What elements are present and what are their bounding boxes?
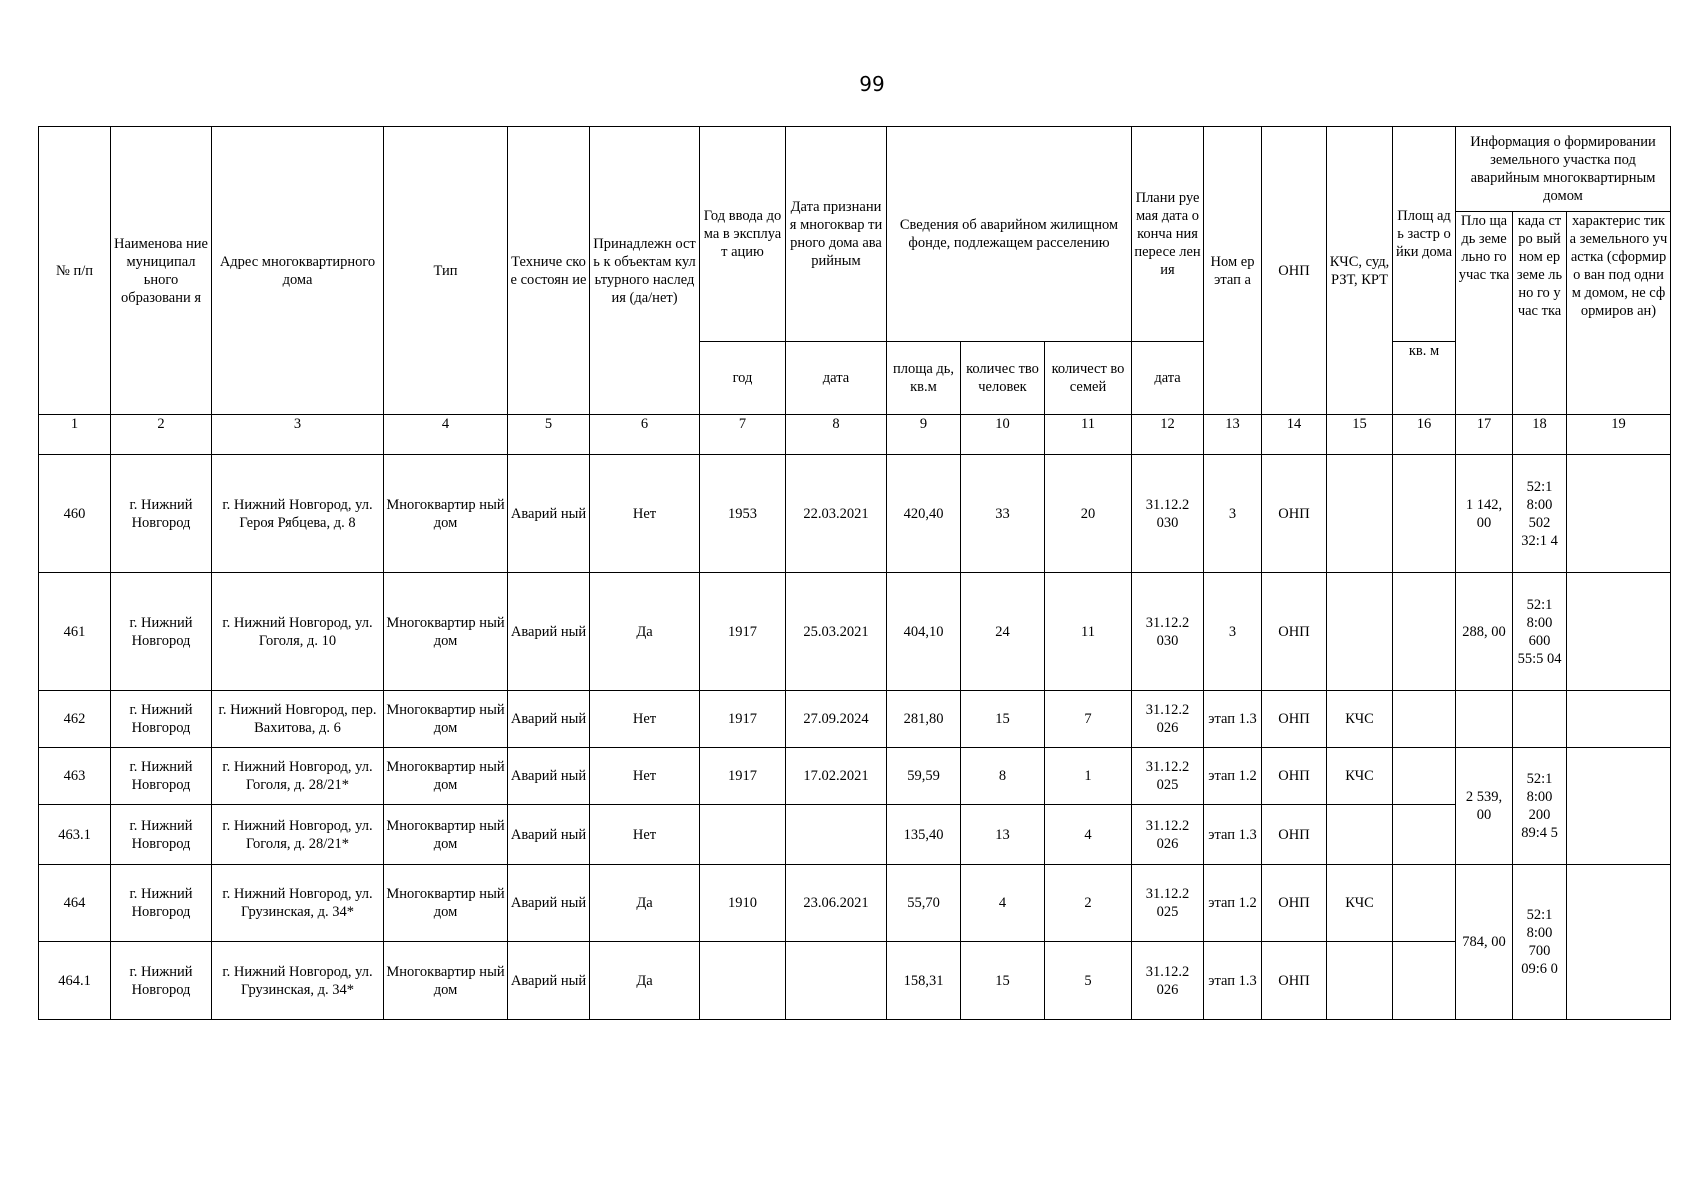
cell-condition: Аварий ный (508, 865, 590, 942)
column-number: 12 (1132, 415, 1204, 455)
cell-area: 59,59 (887, 748, 961, 805)
cell-planned: 31.12.2 026 (1132, 942, 1204, 1020)
cell-municipality: г. Нижний Новгород (111, 691, 212, 748)
cell-condition: Аварий ный (508, 691, 590, 748)
cell-built-area (1393, 455, 1456, 573)
cell-cadastral: 52:1 8:00 600 55:5 04 (1513, 573, 1567, 691)
header-land-area: Пло щадь земе льно го учас тка (1456, 212, 1513, 415)
cell-heritage: Да (590, 573, 700, 691)
cell-heritage: Нет (590, 805, 700, 865)
cell-condition: Аварий ный (508, 805, 590, 865)
cell-municipality: г. Нижний Новгород (111, 455, 212, 573)
column-number: 14 (1262, 415, 1327, 455)
cell-built-area (1393, 805, 1456, 865)
header-built-area: Площ адь застр ойки дома (1393, 127, 1456, 342)
cell-area: 420,40 (887, 455, 961, 573)
column-number: 1 (39, 415, 111, 455)
emergency-housing-table (38, 126, 1671, 1020)
cell-land-area: 784, 00 (1456, 865, 1513, 1020)
column-number: 15 (1327, 415, 1393, 455)
column-number: 13 (1204, 415, 1262, 455)
header-address: Адрес многоквартирного дома (212, 127, 384, 415)
header-cadastral: када стро вый ном ер земе льно го учас тка (1513, 212, 1567, 415)
cell-families: 4 (1045, 805, 1132, 865)
cell-type: Многоквартир ный дом (384, 865, 508, 942)
header-recognition-date: Дата признания многоквар тирного дома аварийным (786, 127, 887, 342)
cell-municipality: г. Нижний Новгород (111, 805, 212, 865)
cell-municipality: г. Нижний Новгород (111, 573, 212, 691)
cell-people: 15 (961, 942, 1045, 1020)
cell-address: г. Нижний Новгород, ул. Героя Рябцева, д. 8 (212, 455, 384, 573)
column-number: 16 (1393, 415, 1456, 455)
table-row (39, 805, 1671, 865)
cell-no: 460 (39, 455, 111, 573)
cell-type: Многоквартир ный дом (384, 455, 508, 573)
cell-built-area (1393, 942, 1456, 1020)
cell-no: 464.1 (39, 942, 111, 1020)
cell-land-char (1567, 865, 1671, 1020)
table-row (39, 573, 1671, 691)
cell-built-area (1393, 748, 1456, 805)
cell-planned: 31.12.2 030 (1132, 455, 1204, 573)
cell-condition: Аварий ный (508, 748, 590, 805)
cell-no: 463.1 (39, 805, 111, 865)
cell-date (786, 805, 887, 865)
column-number: 9 (887, 415, 961, 455)
header-sub-planned: дата (1132, 342, 1204, 415)
cell-land-area: 2 539, 00 (1456, 748, 1513, 865)
cell-area: 135,40 (887, 805, 961, 865)
cell-address: г. Нижний Новгород, ул. Грузинская, д. 34* (212, 942, 384, 1020)
cell-address: г. Нижний Новгород, ул. Гоголя, д. 28/21* (212, 748, 384, 805)
cell-cadastral: 52:1 8:00 502 32:1 4 (1513, 455, 1567, 573)
cell-year: 1917 (700, 748, 786, 805)
header-sub-people: количес тво человек (961, 342, 1045, 415)
cell-year (700, 805, 786, 865)
column-number: 19 (1567, 415, 1671, 455)
cell-stage: этап 1.3 (1204, 942, 1262, 1020)
cell-municipality: г. Нижний Новгород (111, 942, 212, 1020)
cell-built-area (1393, 573, 1456, 691)
cell-people: 15 (961, 691, 1045, 748)
cell-planned: 31.12.2 025 (1132, 748, 1204, 805)
cell-area: 404,10 (887, 573, 961, 691)
header-kchs: КЧС, суд, РЗТ, КРТ (1327, 127, 1393, 415)
cell-year: 1953 (700, 455, 786, 573)
header-sub-year: год (700, 342, 786, 415)
cell-stage: 3 (1204, 455, 1262, 573)
cell-date: 25.03.2021 (786, 573, 887, 691)
cell-heritage: Да (590, 865, 700, 942)
column-number: 18 (1513, 415, 1567, 455)
header-condition: Техниче ское состоян ие (508, 127, 590, 415)
cell-date (786, 942, 887, 1020)
header-heritage: Принадлежн ость к объектам культурного наследия (да/нет) (590, 127, 700, 415)
column-number-row (39, 415, 1671, 455)
cell-heritage: Нет (590, 691, 700, 748)
cell-land-char (1567, 573, 1671, 691)
header-no: № п/п (39, 127, 111, 415)
column-number: 2 (111, 415, 212, 455)
cell-families: 5 (1045, 942, 1132, 1020)
cell-onp: ОНП (1262, 455, 1327, 573)
cell-families: 11 (1045, 573, 1132, 691)
cell-planned: 31.12.2 025 (1132, 865, 1204, 942)
cell-area: 55,70 (887, 865, 961, 942)
cell-municipality: г. Нижний Новгород (111, 865, 212, 942)
header-year-built: Год ввода дома в эксплуат ацию (700, 127, 786, 342)
column-number: 5 (508, 415, 590, 455)
cell-type: Многоквартир ный дом (384, 573, 508, 691)
cell-type: Многоквартир ный дом (384, 805, 508, 865)
cell-stage: этап 1.3 (1204, 691, 1262, 748)
cell-stage: 3 (1204, 573, 1262, 691)
cell-kchs: КЧС (1327, 865, 1393, 942)
cell-land-char (1567, 748, 1671, 865)
cell-planned: 31.12.2 026 (1132, 691, 1204, 748)
header-stage-no: Ном ер этап а (1204, 127, 1262, 415)
column-number: 7 (700, 415, 786, 455)
table-row (39, 748, 1671, 805)
header-land-char: характерис тика земельного участка (сформиро ван под одним домом, не сформиров ан) (1567, 212, 1671, 415)
cell-kchs: КЧС (1327, 748, 1393, 805)
header-type: Тип (384, 127, 508, 415)
header-sub-families: количест во семей (1045, 342, 1132, 415)
cell-kchs (1327, 573, 1393, 691)
page-number: 99 (859, 72, 885, 96)
cell-heritage: Нет (590, 455, 700, 573)
cell-families: 7 (1045, 691, 1132, 748)
column-number: 17 (1456, 415, 1513, 455)
cell-kchs (1327, 455, 1393, 573)
cell-land-char (1567, 691, 1671, 748)
cell-people: 8 (961, 748, 1045, 805)
cell-onp: ОНП (1262, 573, 1327, 691)
cell-onp: ОНП (1262, 748, 1327, 805)
cell-cadastral: 52:1 8:00 200 89:4 5 (1513, 748, 1567, 865)
cell-heritage: Нет (590, 748, 700, 805)
cell-area: 158,31 (887, 942, 961, 1020)
column-number: 3 (212, 415, 384, 455)
column-number: 4 (384, 415, 508, 455)
cell-heritage: Да (590, 942, 700, 1020)
cell-area: 281,80 (887, 691, 961, 748)
column-number: 6 (590, 415, 700, 455)
cell-type: Многоквартир ный дом (384, 942, 508, 1020)
cell-no: 463 (39, 748, 111, 805)
cell-condition: Аварий ный (508, 455, 590, 573)
header-onp: ОНП (1262, 127, 1327, 415)
header-land-info: Информация о формировании земельного участка под аварийным многоквартирным домом (1456, 127, 1671, 212)
cell-planned: 31.12.2 030 (1132, 573, 1204, 691)
cell-municipality: г. Нижний Новгород (111, 748, 212, 805)
cell-land-area (1456, 691, 1513, 748)
cell-people: 24 (961, 573, 1045, 691)
cell-planned: 31.12.2 026 (1132, 805, 1204, 865)
cell-no: 462 (39, 691, 111, 748)
column-number: 10 (961, 415, 1045, 455)
cell-people: 4 (961, 865, 1045, 942)
column-number: 8 (786, 415, 887, 455)
cell-onp: ОНП (1262, 691, 1327, 748)
cell-families: 1 (1045, 748, 1132, 805)
cell-year: 1910 (700, 865, 786, 942)
cell-people: 33 (961, 455, 1045, 573)
cell-land-area: 288, 00 (1456, 573, 1513, 691)
cell-kchs: КЧС (1327, 691, 1393, 748)
header-fund-info: Сведения об аварийном жилищном фонде, подлежащем расселению (887, 127, 1132, 342)
header-sub-date: дата (786, 342, 887, 415)
cell-no: 464 (39, 865, 111, 942)
cell-people: 13 (961, 805, 1045, 865)
cell-no: 461 (39, 573, 111, 691)
cell-address: г. Нижний Новгород, ул. Гоголя, д. 28/21* (212, 805, 384, 865)
cell-address: г. Нижний Новгород, пер. Вахитова, д. 6 (212, 691, 384, 748)
cell-built-area (1393, 865, 1456, 942)
cell-condition: Аварий ный (508, 573, 590, 691)
cell-families: 20 (1045, 455, 1132, 573)
cell-families: 2 (1045, 865, 1132, 942)
cell-date: 23.06.2021 (786, 865, 887, 942)
cell-stage: этап 1.2 (1204, 748, 1262, 805)
cell-onp: ОНП (1262, 942, 1327, 1020)
table-row (39, 455, 1671, 573)
cell-year: 1917 (700, 691, 786, 748)
table-row (39, 865, 1671, 942)
cell-type: Многоквартир ный дом (384, 691, 508, 748)
cell-land-area: 1 142, 00 (1456, 455, 1513, 573)
column-number: 11 (1045, 415, 1132, 455)
cell-date: 17.02.2021 (786, 748, 887, 805)
cell-cadastral (1513, 691, 1567, 748)
cell-date: 27.09.2024 (786, 691, 887, 748)
cell-built-area (1393, 691, 1456, 748)
cell-year: 1917 (700, 573, 786, 691)
table-row (39, 691, 1671, 748)
table-row (39, 942, 1671, 1020)
cell-land-char (1567, 455, 1671, 573)
cell-type: Многоквартир ный дом (384, 748, 508, 805)
cell-address: г. Нижний Новгород, ул. Грузинская, д. 34* (212, 865, 384, 942)
cell-address: г. Нижний Новгород, ул. Гоголя, д. 10 (212, 573, 384, 691)
cell-kchs (1327, 805, 1393, 865)
cell-stage: этап 1.2 (1204, 865, 1262, 942)
header-municipality: Наименова ние муниципал ьного образовани я (111, 127, 212, 415)
cell-stage: этап 1.3 (1204, 805, 1262, 865)
cell-condition: Аварий ный (508, 942, 590, 1020)
cell-year (700, 942, 786, 1020)
header-sub-sqm16: кв. м (1393, 342, 1456, 415)
header-sub-area: площа дь, кв.м (887, 342, 961, 415)
cell-onp: ОНП (1262, 805, 1327, 865)
cell-kchs (1327, 942, 1393, 1020)
cell-onp: ОНП (1262, 865, 1327, 942)
cell-date: 22.03.2021 (786, 455, 887, 573)
cell-cadastral: 52:1 8:00 700 09:6 0 (1513, 865, 1567, 1020)
header-planned-date: Плани руемая дата оконча ния пересе ления (1132, 127, 1204, 342)
